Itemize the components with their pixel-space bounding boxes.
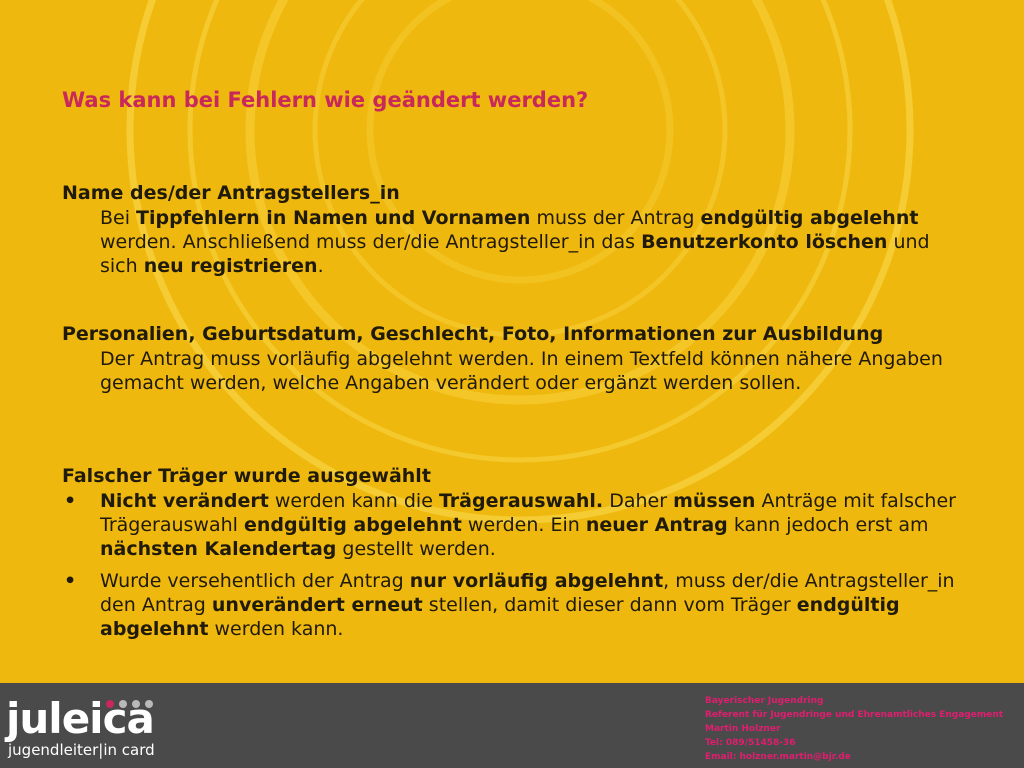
juleica-logo	[6, 693, 176, 765]
section-traeger	[62, 464, 972, 649]
text-run: stellen, damit dieser dann vom Träger	[422, 594, 797, 616]
section-paragraph	[100, 206, 972, 278]
bullet-item	[64, 569, 972, 641]
text-run: werden. Anschließend muss der/die Antragsteller_in das	[100, 231, 642, 253]
bold-text-run: nächsten Kalendertag	[100, 538, 337, 560]
bold-text-run: unverändert erneut	[211, 594, 423, 616]
section-heading: Personalien, Geburtsdatum, Geschlecht, Foto, Informationen zur Ausbildung	[62, 323, 884, 345]
text-run: .	[317, 255, 324, 277]
text-run: werden kann.	[208, 618, 344, 640]
bold-text-run: Tippfehlern in Namen und Vornamen	[136, 207, 531, 229]
bold-text-run: müssen	[673, 490, 756, 512]
bullet-item	[64, 489, 972, 561]
contact-email[interactable]: Email: holzner.martin@bjr.de	[705, 752, 851, 762]
section-paragraph	[100, 347, 972, 395]
section-personalien	[62, 322, 972, 395]
text-run: Bei	[100, 207, 137, 229]
text-run: gestellt werden.	[336, 538, 496, 560]
bold-text-run: Nicht verändert	[100, 490, 269, 512]
bullet-text	[100, 490, 956, 560]
bullet-text	[100, 570, 955, 640]
contact-phone: Tel: 089/51458-36	[705, 738, 796, 748]
text-run: werden. Ein	[461, 514, 586, 536]
section-heading: Falscher Träger wurde ausgewählt	[62, 465, 431, 487]
logo-wordmark: juleica	[6, 694, 154, 743]
text-run: werden kann die	[268, 490, 439, 512]
bold-text-run: endgültig abgelehnt	[243, 514, 462, 536]
section-name	[62, 181, 972, 278]
bold-text-run: neu registrieren	[143, 255, 318, 277]
logo-subtitle: jugendleiter|in card	[8, 741, 155, 759]
bold-text-run: Benutzerkonto löschen	[641, 231, 888, 253]
bold-text-run: nur vorläufig abgelehnt	[409, 570, 664, 592]
text-run: Daher	[603, 490, 674, 512]
bullet-symbol: •	[64, 490, 77, 512]
contact-role: Referent für Jugendringe und Ehrenamtliches Engagement	[705, 710, 1004, 720]
text-run: , muss der/die Antragsteller_in den Antrag	[100, 570, 955, 616]
slide-title: Was kann bei Fehlern wie geändert werden?	[62, 88, 589, 112]
contact-name: Martin Holzner	[705, 724, 781, 734]
text-run: Der Antrag muss vorläufig abgelehnt werden. In einem Textfeld können nähere Angaben gemacht werden, welche Angaben verändert oder ergänzt werden sollen.	[100, 348, 943, 394]
bold-text-run: endgültig abgelehnt	[700, 207, 919, 229]
bold-text-run: Trägerauswahl.	[438, 490, 604, 512]
bullet-symbol: •	[64, 570, 77, 592]
text-run: kann jedoch erst am	[727, 514, 929, 536]
bold-text-run: endgültig abgelehnt	[100, 594, 900, 640]
contact-block	[705, 694, 1003, 764]
text-run: Anträge mit falscher Trägerauswahl	[100, 490, 956, 536]
contact-org: Bayerischer Jugendring	[705, 696, 824, 706]
text-run: und sich	[100, 231, 930, 277]
text-run: Wurde versehentlich der Antrag	[100, 570, 410, 592]
text-run: muss der Antrag	[530, 207, 701, 229]
section-heading: Name des/der Antragstellers_in	[62, 182, 400, 204]
bold-text-run: neuer Antrag	[585, 514, 728, 536]
